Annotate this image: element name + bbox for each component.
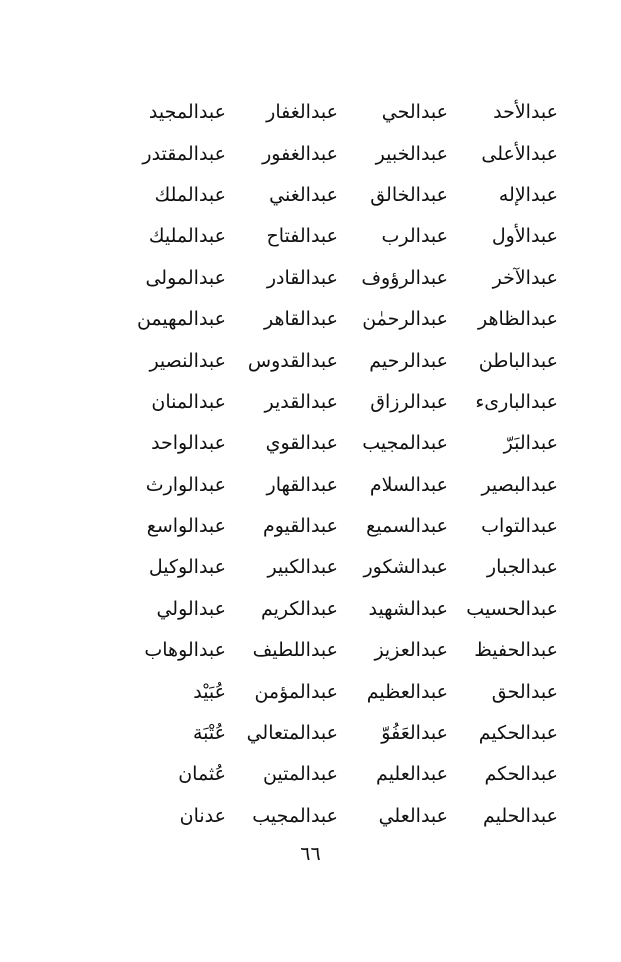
name-entry: عبدالتواب: [481, 515, 558, 538]
name-entry: عبدالقادر: [266, 266, 338, 289]
names-row: [118, 671, 558, 712]
name-entry: عبدالبصير: [481, 473, 558, 496]
name-entry: عبدالغفار: [266, 101, 338, 124]
names-row: [118, 92, 558, 133]
names-row: [118, 133, 558, 174]
name-entry: عبدالرؤوف: [361, 266, 448, 289]
names-row: [118, 589, 558, 630]
name-entry: عبدالحي: [381, 101, 448, 124]
name-entry: عُثمان: [178, 763, 226, 786]
name-entry: عبدالفتاح: [266, 225, 338, 248]
names-row: [118, 258, 558, 299]
name-entry: عبدالوهاب: [144, 639, 226, 662]
name-entry: عبدالنصير: [149, 349, 226, 372]
names-row: [118, 713, 558, 754]
name-entry: عبدالولي: [156, 597, 226, 620]
name-entry: عبدالعلي: [378, 804, 448, 827]
name-entry: عبدالقدير: [264, 390, 338, 413]
name-entry: عبدالأول: [491, 225, 558, 248]
name-entry: عدنان: [179, 804, 226, 827]
name-entry: عبدالرحمٰن: [362, 308, 448, 331]
name-entry: عبدالوكيل: [148, 556, 226, 579]
name-entry: عبدالواحد: [151, 432, 226, 455]
name-entry: عبدالملك: [154, 183, 226, 206]
name-entry: عبدالخالق: [370, 183, 448, 206]
name-entry: عُبَيْد: [193, 680, 226, 703]
name-entry: عبدالحكم: [484, 763, 558, 786]
name-entry: عبدالأحد: [493, 101, 558, 124]
name-entry: عبدالمقتدر: [142, 142, 226, 165]
names-row: [118, 175, 558, 216]
name-entry: عبدالرزاق: [370, 390, 448, 413]
name-entry: عبدالمتين: [262, 763, 338, 786]
name-entry: عبدالخبير: [375, 142, 448, 165]
name-entry: عبدالحق: [491, 680, 558, 703]
name-entry: عبدالجبار: [486, 556, 558, 579]
name-entry: عبدالمنان: [151, 390, 226, 413]
name-entry: عبدالواسع: [146, 515, 226, 538]
name-entry: عبدالقيوم: [262, 515, 338, 538]
name-entry: عبدالعزيز: [374, 639, 448, 662]
names-row: [118, 465, 558, 506]
name-entry: عبدالعليم: [376, 763, 448, 786]
names-row: [118, 796, 558, 837]
name-entry: عبدالكبير: [267, 556, 338, 579]
names-row: [118, 547, 558, 588]
name-entry: عبدالشهيد: [368, 597, 448, 620]
name-entry: عبدالرب: [381, 225, 448, 248]
name-entry: عُتْبَة: [193, 722, 226, 745]
name-entry: عبدالقدوس: [247, 349, 338, 372]
page-number: ٦٦: [300, 843, 321, 865]
name-entry: عبدالبَرّ: [503, 432, 558, 455]
names-row: [118, 754, 558, 795]
name-entry: عبدالقوي: [265, 432, 338, 455]
name-entry: عبدالوارث: [145, 473, 226, 496]
name-entry: عبدالشكور: [363, 556, 448, 579]
name-entry: عبداللطيف: [252, 639, 338, 662]
names-grid: [118, 92, 558, 837]
name-entry: عبدالحسيب: [466, 597, 558, 620]
names-row: [118, 299, 558, 340]
name-entry: عبدالمتعالي: [246, 722, 338, 745]
name-entry: عبدالمؤمن: [254, 680, 338, 703]
name-entry: عبدالسلام: [369, 473, 448, 496]
name-entry: عبدالعظيم: [366, 680, 448, 703]
name-entry: عبدالأعلى: [481, 142, 558, 165]
name-entry: عبدالمجيب: [362, 432, 448, 455]
name-entry: عبدالعَفُوّ: [381, 722, 448, 745]
name-entry: عبدالرحيم: [369, 349, 448, 372]
name-entry: عبدالإله: [498, 183, 558, 206]
names-row: [118, 216, 558, 257]
name-entry: عبدالحليم: [482, 804, 558, 827]
name-entry: عبدالغني: [269, 183, 338, 206]
name-entry: عبدالمهيمن: [136, 308, 226, 331]
names-row: [118, 382, 558, 423]
name-entry: عبدالقاهر: [263, 308, 338, 331]
name-entry: عبدالحفيظ: [474, 639, 558, 662]
name-entry: عبدالغفور: [262, 142, 338, 165]
name-entry: عبدالمليك: [148, 225, 226, 248]
name-entry: عبدالمولى: [145, 266, 226, 289]
name-entry: عبدالآخر: [492, 266, 558, 289]
name-entry: عبدالقهار: [266, 473, 338, 496]
name-entry: عبدالمجيد: [148, 101, 226, 124]
name-entry: عبدالباطن: [478, 349, 558, 372]
name-entry: عبدالظاهر: [478, 308, 558, 331]
name-entry: عبدالمجيب: [252, 804, 338, 827]
names-row: [118, 630, 558, 671]
names-row: [118, 340, 558, 381]
name-entry: عبدالسميع: [366, 515, 448, 538]
name-entry: عبدالكريم: [260, 597, 338, 620]
name-entry: عبدالحكيم: [478, 722, 558, 745]
names-row: [118, 423, 558, 464]
names-row: [118, 506, 558, 547]
name-entry: عبدالبارىء: [475, 390, 558, 413]
